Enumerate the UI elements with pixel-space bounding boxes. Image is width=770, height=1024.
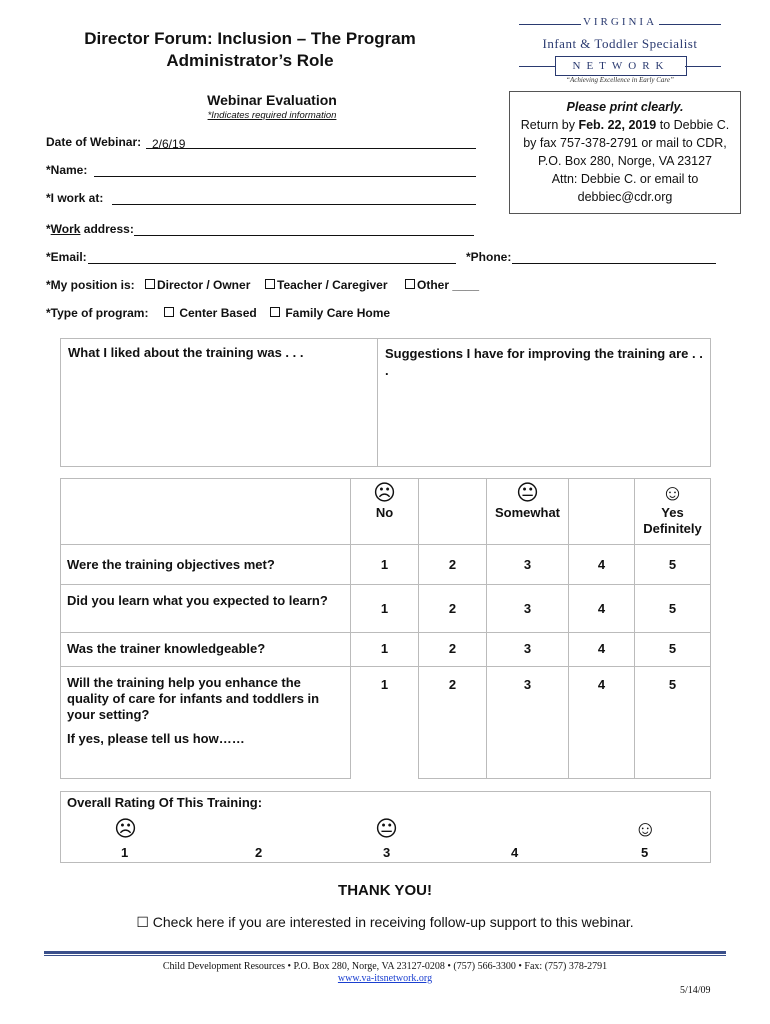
checkbox-icon[interactable]: ☐	[136, 914, 149, 930]
question-4-cell[interactable]	[61, 667, 351, 779]
print-clearly-heading: Please print clearly.	[566, 100, 684, 114]
footer-address: Child Development Resources • P.O. Box 280, Norge, VA 23127-0208 • (757) 566-3300 • Fax: (757) 378-2791	[162, 961, 608, 972]
neutral-face-icon: 😐	[375, 816, 398, 841]
name-field[interactable]	[94, 163, 476, 177]
followup-checkbox-label: Check here if you are interested in receiving follow-up support to this webinar.	[152, 914, 634, 930]
frown-face-icon: ☹	[373, 480, 396, 505]
header-yes: ☺ Yes Definitely	[635, 479, 711, 545]
logo-virginia: VIRGINIA	[582, 16, 658, 28]
overall-rating-4[interactable]: 4	[511, 845, 519, 860]
print-address-line: P.O. Box 280, Norge, VA 23127	[538, 154, 712, 168]
email-label: *Email:	[46, 250, 87, 264]
form-title-line1: Director Forum: Inclusion – The Program	[84, 29, 416, 48]
smile-face-icon: ☺	[634, 816, 657, 841]
program-center-option[interactable]: Center Based	[164, 306, 257, 320]
position-label: *My position is:	[46, 278, 135, 292]
table-row	[61, 633, 711, 667]
rating-3[interactable]: 3	[487, 667, 569, 779]
print-fax-line: by fax 757-378-2791 or mail to CDR,	[523, 136, 727, 150]
rating-3[interactable]: 3	[487, 633, 569, 667]
work-at-field[interactable]	[112, 191, 476, 205]
rating-5[interactable]: 5	[635, 667, 711, 779]
rating-2[interactable]: 2	[419, 585, 487, 633]
rating-3[interactable]: 3	[487, 585, 569, 633]
question-3: Was the trainer knowledgeable?	[61, 633, 351, 667]
form-title-line2: Administrator’s Role	[166, 51, 334, 70]
print-return-line: Return by Feb. 22, 2019 to Debbie C.	[520, 118, 730, 132]
overall-rating-5[interactable]: 5	[641, 845, 649, 860]
form-title	[40, 28, 460, 72]
thank-you-text: THANK YOU!	[338, 882, 432, 899]
liked-cell[interactable]	[61, 339, 378, 467]
logo-name: Infant & Toddler Specialist	[542, 36, 698, 51]
question-1: Were the training objectives met?	[61, 545, 351, 585]
phone-label: *Phone:	[466, 250, 512, 264]
rating-5[interactable]: 5	[635, 633, 711, 667]
program-family-option[interactable]: Family Care Home	[270, 306, 390, 320]
rating-4[interactable]: 4	[569, 667, 635, 779]
checkbox-icon	[405, 279, 415, 289]
work-at-label: *I work at:	[46, 191, 104, 205]
checkbox-icon	[265, 279, 275, 289]
overall-rating-label: Overall Rating Of This Training:	[67, 795, 263, 810]
overall-rating-3[interactable]: 3	[383, 845, 391, 860]
rating-3[interactable]: 3	[487, 545, 569, 585]
checkbox-icon	[164, 307, 174, 317]
program-label: *Type of program:	[46, 306, 149, 320]
suggestions-prompt: Suggestions I have for improving the training are . . .	[385, 346, 703, 378]
overall-rating-box	[60, 791, 711, 863]
checkbox-icon	[145, 279, 155, 289]
rating-1[interactable]: 1	[351, 545, 419, 585]
webinar-evaluation-heading: Webinar Evaluation	[207, 92, 337, 108]
overall-rating-1[interactable]: 1	[121, 845, 129, 860]
rating-1[interactable]: 1	[351, 633, 419, 667]
logo-tagline: “Achieving Excellence in Early Care”	[566, 76, 674, 84]
followup-checkbox-row[interactable]	[0, 914, 770, 931]
date-value: 2/6/19	[152, 137, 186, 151]
logo-network: NETWORK	[555, 56, 687, 76]
followup-prompt: If yes, please tell us how……	[67, 731, 245, 746]
phone-field[interactable]	[512, 250, 716, 264]
smile-face-icon: ☺	[661, 480, 684, 505]
email-field[interactable]	[88, 250, 456, 264]
required-note: *Indicates required information	[207, 110, 337, 121]
rating-4[interactable]: 4	[569, 585, 635, 633]
rating-4[interactable]: 4	[569, 545, 635, 585]
name-label: *Name:	[46, 163, 88, 177]
header-no: ☹ No	[351, 479, 419, 545]
rating-2[interactable]: 2	[419, 667, 487, 779]
date-field[interactable]	[146, 135, 476, 149]
position-other-option[interactable]: Other ____	[405, 278, 479, 292]
feedback-table	[60, 338, 711, 467]
table-row	[61, 585, 711, 633]
frown-face-icon: ☹	[114, 816, 137, 841]
table-row	[61, 667, 711, 779]
print-email-line: debbiec@cdr.org	[577, 190, 673, 204]
position-director-option[interactable]: Director / Owner	[145, 278, 250, 292]
overall-rating-2[interactable]: 2	[255, 845, 263, 860]
rating-4[interactable]: 4	[569, 633, 635, 667]
rating-2[interactable]: 2	[419, 545, 487, 585]
rating-2[interactable]: 2	[419, 633, 487, 667]
ratings-table	[60, 478, 711, 779]
rating-1[interactable]: 1	[351, 667, 419, 779]
rating-5[interactable]: 5	[635, 585, 711, 633]
work-address-field[interactable]	[134, 222, 474, 236]
rating-5[interactable]: 5	[635, 545, 711, 585]
liked-prompt: What I liked about the training was . . .	[68, 345, 304, 360]
question-2: Did you learn what you expected to learn?	[61, 585, 351, 633]
checkbox-icon	[270, 307, 280, 317]
footer-date: 5/14/09	[680, 985, 711, 996]
table-row	[61, 545, 711, 585]
header-somewhat: 😐 Somewhat	[487, 479, 569, 545]
work-address-label: *Work address:	[46, 222, 134, 236]
print-instructions-box	[509, 91, 741, 214]
its-network-logo	[515, 16, 725, 86]
position-teacher-option[interactable]: Teacher / Caregiver	[265, 278, 388, 292]
question-4: Will the training help you enhance the quality of care for infants and toddlers in your setting?	[67, 675, 320, 722]
footer-website-link[interactable]: www.va-itsnetwork.org	[337, 973, 433, 984]
neutral-face-icon: 😐	[516, 480, 539, 505]
suggestions-cell[interactable]	[378, 339, 711, 467]
rating-1[interactable]: 1	[351, 585, 419, 633]
date-label: Date of Webinar:	[46, 135, 142, 149]
footer-rule	[44, 951, 726, 954]
print-attn-line: Attn: Debbie C. or email to	[551, 172, 699, 186]
